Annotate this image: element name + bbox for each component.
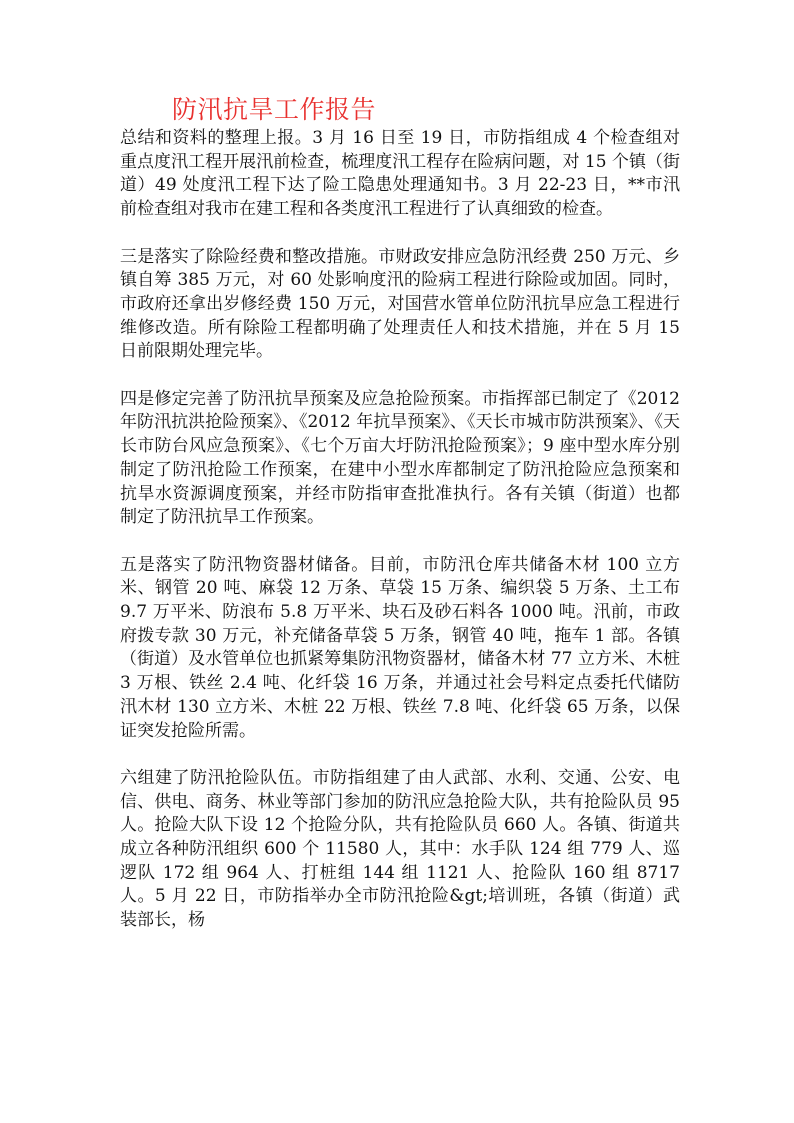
paragraph-material-reserves: 五是落实了防汛物资器材储备。目前，市防汛仓库共储备木材 100 立方米、钢管 20 吨、麻袋 12 万条、草袋 15 万条、编织袋 5 万条、土工布 9.7 万平米、防浪布 5.8 万平米、块石及砂石料各 1000 吨。汛前，市政府拨专款 30 万元，补充储备草袋 5 万条，钢管 40 吨，拖车 1 部。各镇（街道）及水管单位也抓紧筹集防汛物资器材，储备木材 77 立方米、木桩 3 万根、铁丝 2.4 吨、化纤袋 16 万条，并通过社会号料定点委托代储防汛木材 130 立方米、木桩 22 万根、铁丝 7.8 吨、化纤袋 65 万条，以保证突发抢险所需。 (120, 554, 680, 741)
paragraph-rescue-teams: 六组建了防汛抢险队伍。市防指组建了由人武部、水利、交通、公安、电信、供电、商务、林业等部门参加的防汛应急抢险大队，共有抢险队员 95 人。抢险大队下设 12 个抢险分队，共有抢险队员 660 人。各镇、街道共成立各种防汛组织 600 个 11580 人，其中：水手队 124 组 779 人、巡逻队 172 组 964 人、打桩组 144 组 1121 人、抢险队 160 组 8717 人。5 月 22 日，市防指举办全市防汛抢险&gt;培训班，各镇（街道）武装部长，杨 (120, 767, 680, 931)
paragraph-emergency-plans: 四是修定完善了防汛抗旱预案及应急抢险预案。市指挥部已制定了《2012 年防汛抗洪抢险预案》、《2012 年抗旱预案》、《天长市城市防洪预案》、《天长市防台风应急预案》、《七个万亩大圩防汛抢险预案》；9 座中型水库分别制定了防汛抢险工作预案，在建中小型水库都制定了防汛抢险应急预案和抗旱水资源调度预案，并经市防指审查批准执行。各有关镇（街道）也都制定了防汛抗旱工作预案。 (120, 388, 680, 528)
paragraph-inspection-summary: 总结和资料的整理上报。3 月 16 日至 19 日，市防指组成 4 个检查组对重点度汛工程开展汛前检查，梳理度汛工程存在险病问题，对 15 个镇（街道）49 处度汛工程下达了险工隐患处理通知书。3 月 22-23 日，**市汛前检查组对我市在建工程和各类度汛工程进行了认真细致的检查。 (120, 128, 680, 220)
document-body (120, 127, 680, 933)
document-title: 防汛抗旱工作报告 (172, 95, 377, 124)
paragraph-risk-funding: 三是落实了除险经费和整改措施。市财政安排应急防汛经费 250 万元、乡镇自筹 385 万元，对 60 处影响度汛的险病工程进行除险或加固。同时，市政府还拿出岁修经费 150 万元，对国营水管单位防汛抗旱应急工程进行维修改造。所有除险工程都明确了处理责任人和技术措施，并在 5 月 15 日前限期处理完毕。 (120, 246, 680, 362)
